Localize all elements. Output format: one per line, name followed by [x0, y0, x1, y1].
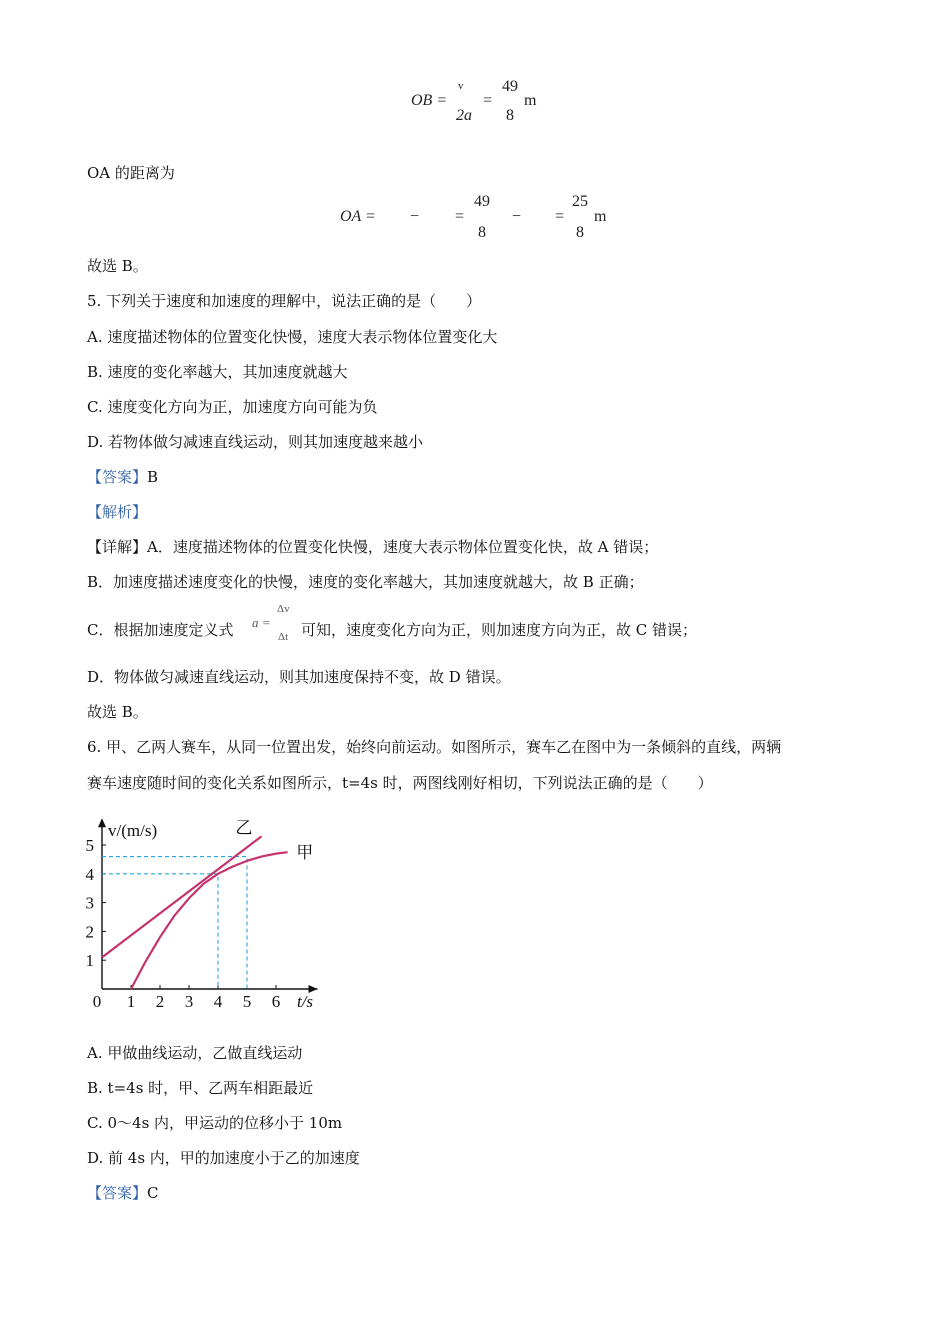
q6-stem-line2: 赛车速度随时间的变化关系如图所示，t=4s 时，两图线刚好相切，下列说法正确的是（ ）	[87, 774, 713, 792]
eq-ob-frac1-bottom: 2a	[456, 107, 472, 124]
q5-answer-tag: 【答案】	[87, 468, 148, 486]
q5-detail-a-text: A．速度描述物体的位置变化快慢，速度大表示物体位置变化快，故 A 错误；	[147, 538, 659, 556]
q6-option-a: A. 甲做曲线运动，乙做直线运动	[87, 1044, 303, 1062]
eq-oa-frac1-top: 49	[474, 193, 490, 210]
y-axis-arrow	[98, 818, 106, 827]
q6-answer-tag: 【答案】	[87, 1184, 148, 1202]
x-tick-label: 6	[271, 992, 281, 1011]
eq-oa-lhs: OA =	[340, 208, 376, 225]
q5-option-a: A. 速度描述物体的位置变化快慢，速度大表示物体位置变化大	[87, 328, 498, 346]
x-tick-label: 5	[242, 992, 252, 1011]
q5-detail-b: B．加速度描述速度变化的快慢，速度的变化率越大，其加速度就越大，故 B 正确；	[87, 573, 644, 591]
eq-oa-frac2-top: 25	[572, 193, 588, 210]
eq-ob-frac2-bottom: 8	[506, 107, 514, 124]
q5-option-b: B. 速度的变化率越大，其加速度就越大	[87, 363, 348, 381]
q5-conclusion: 故选 B。	[87, 703, 148, 721]
x-axis-label: t/s	[296, 992, 314, 1011]
q5-accel-formula-bottom: Δt	[278, 631, 289, 643]
q6-option-c: C. 0～4s 内，甲运动的位移小于 10m	[87, 1114, 343, 1132]
series-curve-1	[131, 852, 288, 989]
q5-analysis-tag: 【解析】	[87, 503, 148, 521]
q4-conclusion: 故选 B。	[87, 257, 148, 275]
eq-oa-unit: m	[594, 208, 607, 225]
q5-detail-c-post: 可知，速度变化方向为正，则加速度方向为正，故 C 错误；	[301, 621, 698, 639]
q5-accel-formula-lhs: a =	[252, 615, 271, 630]
eq-oa-equals2: =	[555, 208, 565, 225]
chart-labels	[86, 818, 314, 1011]
q5-detail-tag: 【详解】	[87, 538, 148, 556]
y-tick-label: 2	[85, 922, 94, 942]
q6-stem-line1: 6. 甲、乙两人赛车，从同一位置出发，始终向前运动。如图所示，赛车乙在图中为一条倾斜的直线，两辆	[87, 738, 782, 756]
series-line-0	[102, 836, 262, 957]
x-tick-label: 1	[126, 992, 136, 1011]
x-tick-label: 2	[155, 992, 165, 1011]
q5-detail-d: D．物体做匀减速直线运动，则其加速度保持不变，故 D 错误。	[87, 668, 511, 686]
series-label-jia: 甲	[296, 842, 314, 862]
y-tick-label: 4	[85, 864, 94, 884]
velocity-time-chart	[80, 798, 340, 1018]
y-axis-label: v/(m/s)	[108, 821, 158, 841]
oa-intro-text: OA 的距离为	[87, 164, 175, 182]
eq-ob-frac2-top: 49	[502, 78, 518, 95]
q6-option-b: B. t=4s 时，甲、乙两车相距最近	[87, 1079, 314, 1097]
eq-ob-equals: =	[483, 92, 493, 109]
chart-guides	[102, 857, 247, 989]
eq-oa-frac2-bottom: 8	[576, 224, 584, 241]
q5-answer-value: B	[147, 468, 159, 486]
y-tick-label: 3	[85, 893, 94, 913]
q5-answer	[87, 466, 158, 487]
guide-line	[102, 857, 247, 989]
q6-option-d: D. 前 4s 内，甲的加速度小于乙的加速度	[87, 1149, 360, 1167]
eq-oa-minus2: −	[512, 208, 522, 225]
x-tick-label: 3	[184, 992, 194, 1011]
guide-line	[102, 874, 218, 989]
eq-oa-equals1: =	[455, 208, 465, 225]
q5-stem: 5. 下列关于速度和加速度的理解中，说法正确的是（ ）	[87, 292, 482, 310]
x-tick-label: 4	[213, 992, 223, 1011]
x-tick-label: 0	[92, 992, 102, 1011]
y-tick-label: 1	[85, 951, 94, 971]
q6-answer-value: C	[147, 1184, 159, 1202]
q6-answer	[87, 1182, 159, 1203]
eq-oa-minus1: −	[410, 208, 420, 225]
eq-ob-lhs: OB =	[411, 92, 448, 109]
q5-accel-formula-top: Δv	[277, 603, 290, 615]
q5-option-d: D. 若物体做匀减速直线运动，则其加速度越来越小	[87, 433, 424, 451]
y-tick-label: 5	[85, 836, 94, 855]
eq-oa-frac1-bottom: 8	[478, 224, 486, 241]
chart-series	[102, 836, 288, 989]
chart-axes	[98, 818, 318, 993]
eq-ob-frac1-top: v	[458, 80, 464, 92]
series-label-yi: 乙	[235, 818, 253, 838]
q5-option-c: C. 速度变化方向为正，加速度方向可能为负	[87, 398, 378, 416]
q5-detail-c-pre: C．根据加速度定义式	[87, 621, 234, 639]
eq-ob-unit: m	[524, 92, 537, 109]
q5-detail-a	[87, 536, 658, 557]
